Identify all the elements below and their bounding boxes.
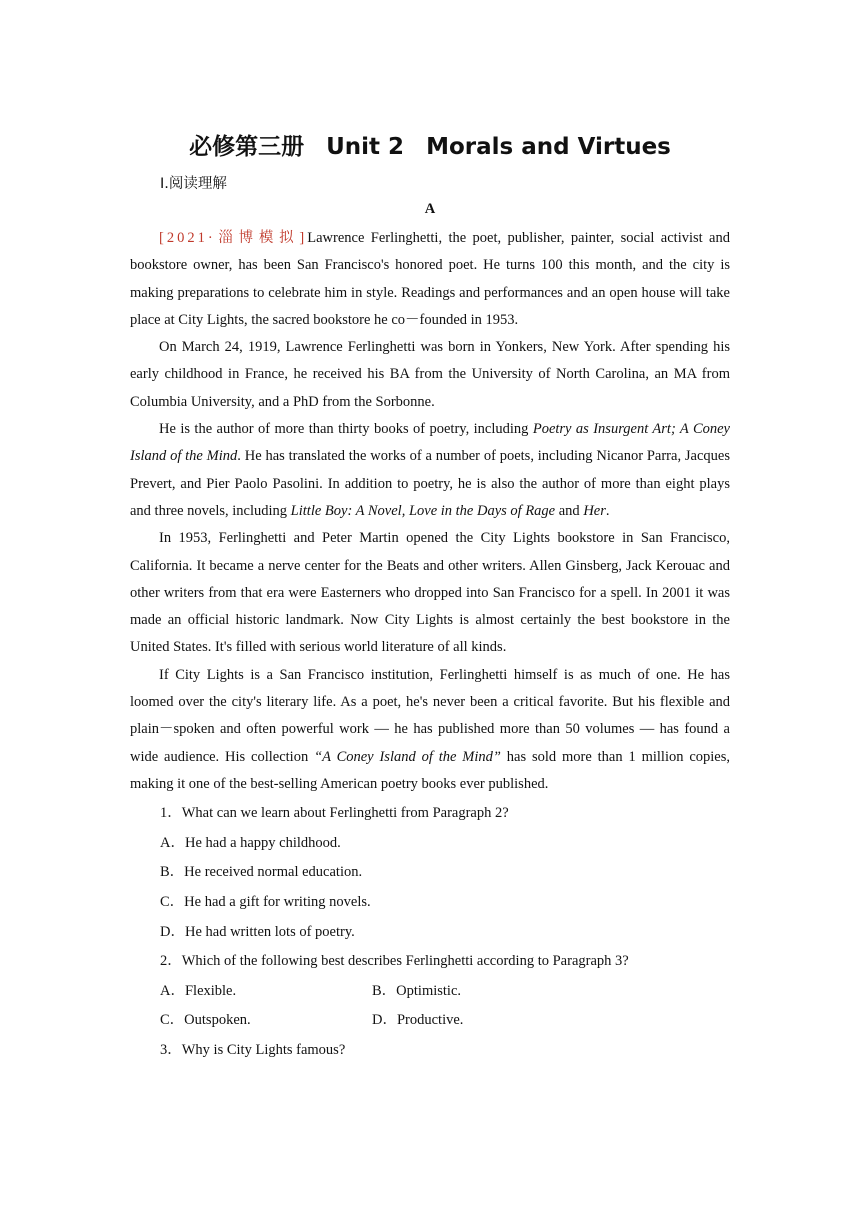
title-topic: Morals and Virtues <box>426 134 671 160</box>
paragraph-2: On March 24, 1919, Lawrence Ferlinghetti was born in Yonkers, New York. After spending his early childhood in France, he received his BA from the University of North Carolina, an MA from Columbia University, and a PhD from the Sorbonne. <box>130 339 730 410</box>
question-2: 2．Which of the following best describes Ferlinghetti according to Paragraph 3? <box>160 953 629 970</box>
question-2-option-c: C．Outspoken. <box>160 1012 251 1029</box>
paragraph-1: [2021·淄博模拟]Lawrence Ferlinghetti, the poet, publisher, painter, social activist and bookstore owner, has been San Francisco's honored poet. He turns 100 this month, and the city is making preparations to celebrate him in style. Readings and performances and an open house will take place at City Lights, the sacred bookstore he co－founded in 1953. <box>130 230 730 328</box>
question-2-option-a: A．Flexible. <box>160 982 237 999</box>
question-1-option-a: A．He had a happy childhood. <box>160 834 341 851</box>
page-title <box>0 128 860 161</box>
passage-label: A <box>424 201 436 217</box>
title-book: 必修第三册 <box>189 134 305 160</box>
question-1-option-b: B．He received normal education. <box>160 864 363 881</box>
paragraph-5: If City Lights is a San Francisco institution, Ferlinghetti himself is as much of one. He has loomed over the city's literary life. As a poet, he's never been a critical favorite. But his flexible and plain－spoken and often powerful work — he has published more than 50 volumes — has found a wide audience. His collection “A Coney Island of the Mind” has sold more than 1 million copies, making it one of the best-selling American poetry books ever published. <box>130 666 730 792</box>
question-2-options-row-2 <box>130 1006 730 1036</box>
question-1-option-c: C．He had a gift for writing novels. <box>160 894 371 911</box>
title-unit: Unit 2 <box>326 134 405 160</box>
paragraph-4: In 1953, Ferlinghetti and Peter Martin opened the City Lights bookstore in San Francisco, California. It became a nerve center for the Beats and other writers. Allen Ginsberg, Jack Kerouac and other writers from that era were Easterners who dropped into San Francisco for a spell. In 2001 it was made an official historic landmark. Now City Lights is almost certainly the best bookstore in the United States. It's filled with serious world literature of all kinds. <box>130 530 730 656</box>
question-1-option-d: D．He had written lots of poetry. <box>160 923 355 940</box>
question-2-options-row-1 <box>130 977 730 1007</box>
question-3: 3．Why is City Lights famous? <box>160 1041 346 1058</box>
question-1: 1．What can we learn about Ferlinghetti from Paragraph 2? <box>160 805 509 822</box>
paragraph-3: He is the author of more than thirty books of poetry, including Poetry as Insurgent Art; A Coney Island of the Mind. He has translated the works of a number of poets, including Nicanor Parra, Jacques Prevert, and Pier Paolo Pasolini. In addition to poetry, he is also the author of more than eight plays and three novels, including Little Boy: A Novel, Love in the Days of Rage and Her. <box>130 421 730 519</box>
source-tag: [2021·淄博模拟] <box>159 230 308 246</box>
question-2-option-d: D．Productive. <box>372 1012 464 1029</box>
section-label: Ⅰ.阅读理解 <box>160 176 227 192</box>
passage-body <box>130 225 730 1066</box>
question-2-option-b: B．Optimistic. <box>372 982 462 999</box>
